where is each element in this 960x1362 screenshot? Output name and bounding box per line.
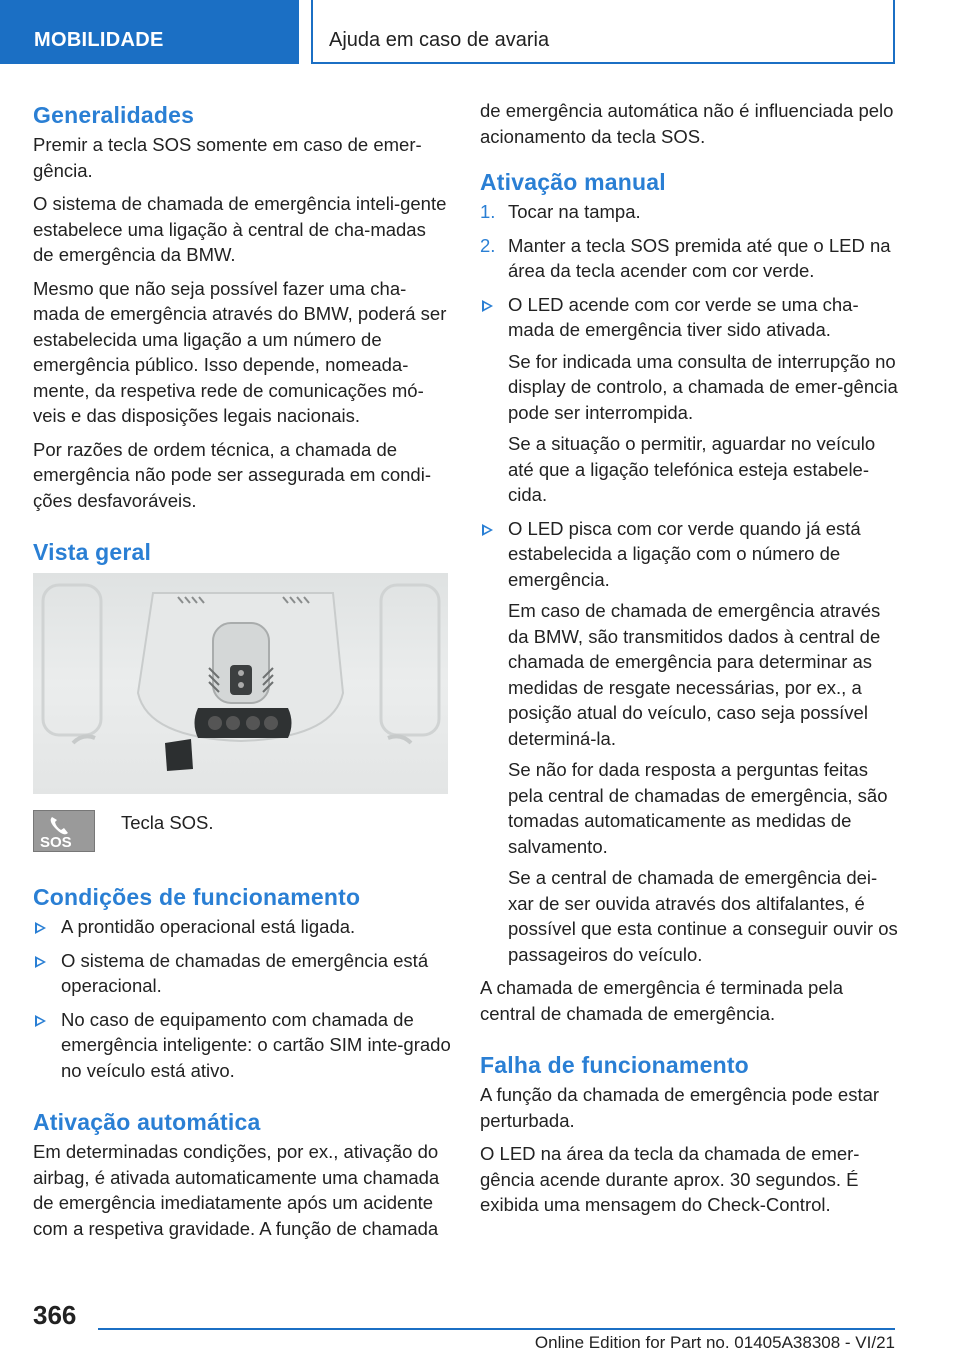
paragraph: O LED na área da tecla da chamada de emer-gência acende durante aprox. 30 segundos. É exibida uma mensagem do Check-Control. (480, 1143, 860, 1215)
sub-paragraph: Se a situação o permitir, aguardar no veículo até que a ligação telefónica esteja estabele-cida. (508, 433, 876, 505)
step-item (480, 233, 898, 284)
list-item: O sistema de chamadas de emergência está operacional. (33, 948, 451, 999)
step-number: 2. (480, 234, 496, 256)
list-item (480, 292, 898, 508)
overhead-console-photo (33, 573, 448, 794)
paragraph: Em determinadas condições, por ex., ativação do airbag, é ativada automaticamente uma chamada de emergência imediatamente após um acidente com a respetiva gravidade. A função de chamada (33, 1141, 440, 1239)
chapter-title: Ajuda em caso de avaria (311, 0, 895, 64)
page-number: 366 (33, 1300, 77, 1330)
footer-edition: Online Edition for Part no. 01405A38308 - VI/21 (534, 1333, 895, 1352)
list-item: A prontidão operacional está ligada. (33, 914, 451, 940)
step-number: 1. (480, 201, 496, 222)
heading-ativacao-automatica: Ativação automática (33, 1109, 261, 1135)
heading-ativacao-manual: Ativação manual (480, 169, 666, 195)
steps-list (480, 199, 898, 284)
step-text: Manter a tecla SOS premida até que o LED na área da tecla acender com cor verde. (508, 234, 891, 281)
heading-generalidades: Generalidades (33, 102, 195, 128)
conditions-list (33, 914, 451, 1083)
sos-key-label: Tecla SOS. (121, 812, 214, 833)
paragraph: A chamada de emergência é terminada pela central de chamada de emergência. (480, 977, 844, 1024)
heading-vista-geral: Vista geral (33, 539, 152, 565)
heading-condicoes: Condições de funcionamento (33, 884, 361, 910)
paragraph: O sistema de chamada de emergência inteli-gente estabelece uma ligação à central de cha-madas de emergência da BMW. (33, 193, 447, 265)
paragraph: Por razões de ordem técnica, a chamada de emergência não pode ser assegurada em condi-ções desfavoráveis. (33, 438, 431, 511)
bullet-text: O LED acende com cor verde se uma cha-mada de emergência tiver sido ativada. (508, 293, 859, 340)
list-item (480, 516, 898, 968)
paragraph: A função da chamada de emergência pode estar perturbada. (480, 1084, 880, 1131)
sub-paragraph: Em caso de chamada de emergência através da BMW, são transmitidos dados à central de chamada de emergência para determinar as medidas de resgate necessárias, por ex., a posição atual do veículo, caso seja possível determiná-la. (508, 600, 881, 749)
result-list (480, 292, 898, 968)
sub-paragraph: Se não for dada resposta a perguntas feitas pela central de chamadas de emergência, são tomadas automaticamente as medidas de salvamento. (508, 759, 888, 857)
left-column (33, 98, 451, 1249)
sub-paragraph: Se for indicada uma consulta de interrupção no display de controlo, a chamada de emer-gência pode ser interrompida. (508, 350, 898, 423)
sos-phone-icon (33, 810, 95, 852)
sub-paragraph: Se a central de chamada de emergência dei-xar de ser ouvida através dos altifalantes, é possível que esta continue a conseguir ouvir os passageiros do veículo. (508, 867, 898, 965)
paragraph: Premir a tecla SOS somente em caso de emer-gência. (33, 134, 422, 181)
paragraph: de emergência automática não é influenciada pelo acionamento da tecla SOS. (480, 100, 894, 147)
step-text: Tocar na tampa. (508, 201, 641, 222)
right-column (480, 98, 898, 1226)
footer-divider (98, 1328, 895, 1330)
paragraph: Mesmo que não seja possível fazer uma cha-mada de emergência através do BMW, poderá ser estabelecida uma ligação a um número de emergência público. Isso depende, nomeada-mente, da respetiva rede de comunicações mó-veis e das disposições legais nacionais. (33, 277, 447, 426)
sos-key-legend (33, 810, 451, 880)
heading-falha: Falha de funcionamento (480, 1052, 749, 1078)
bullet-text: O LED pisca com cor verde quando já está estabelecida a ligação com o número de emergência. (508, 517, 861, 590)
section-tab: MOBILIDADE (0, 0, 299, 64)
svg-text:SOS: SOS (40, 834, 72, 851)
list-item: No caso de equipamento com chamada de emergência inteligente: o cartão SIM inte-grado no veículo está ativo. (33, 1007, 451, 1084)
step-item (480, 199, 898, 225)
